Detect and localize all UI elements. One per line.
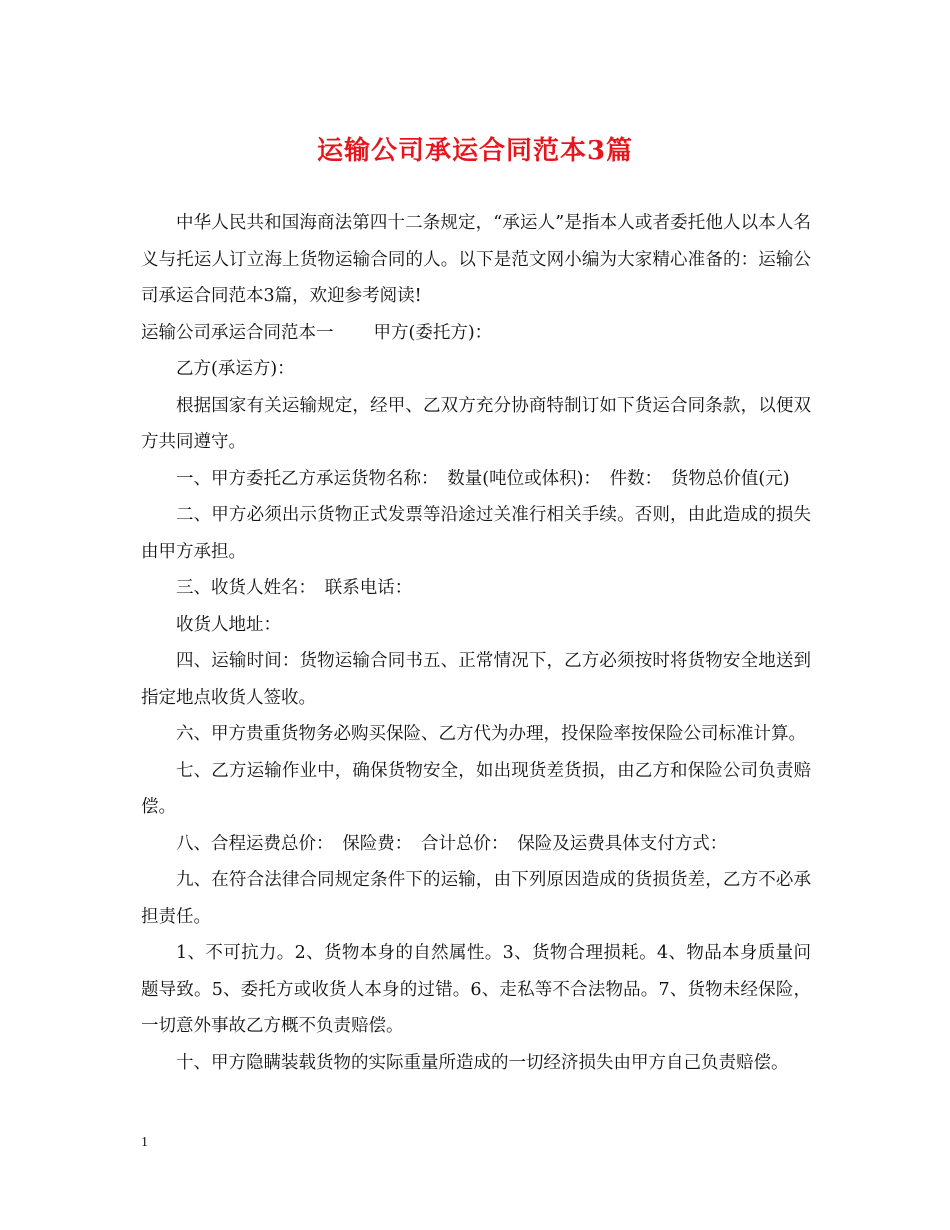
contract-paragraph: 三、收货人姓名： 联系电话： [176, 578, 413, 598]
party-a-label: 甲方(委托方)： [373, 322, 493, 343]
intro-paragraph: 中华人民共和国海商法第四十二条规定，“承运人”是指本人或者委托他人以本人名义与托运人订立海上货物运输合同的人。以下是范文网小编为大家精心准备的：运输公司承运合同范本3篇，欢迎参考阅读! [141, 213, 811, 306]
document-title: 运输公司承运合同范本3篇 [316, 136, 634, 166]
section-heading-line [141, 315, 811, 352]
contract-paragraph: 八、合程运费总价： 保险费： 合计总价： 保险及运费具体支付方式： [176, 833, 728, 854]
contract-paragraph: 一、甲方委托乙方承运货物名称： 数量(吨位或体积)： 件数： 货物总价值(元) [176, 468, 790, 489]
contract-paragraph: 1、不可抗力。2、货物本身的自然属性。3、货物合理损耗。4、物品本身质量问题导致。5、委托方或收货人本身的过错。6、走私等不合法物品。7、货物未经保险，一切意外事故乙方概不负责赔偿。 [141, 943, 811, 1036]
contract-paragraph: 七、乙方运输作业中，确保货物安全，如出现货差货损，由乙方和保险公司负责赔偿。 [141, 760, 811, 817]
document-body [141, 205, 811, 1081]
contract-paragraph: 十、甲方隐瞒装载货物的实际重量所造成的一切经济损失由甲方自己负责赔偿。 [176, 1052, 789, 1073]
section-heading: 运输公司承运合同范本一 [141, 322, 334, 343]
contract-paragraph: 收货人地址： [176, 614, 281, 635]
page-number: 1 [141, 1135, 148, 1150]
party-b-label: 乙方(承运方)： [176, 359, 295, 379]
contract-paragraph: 根据国家有关运输规定，经甲、乙双方充分协商特制订如下货运合同条款，以便双方共同遵守。 [141, 395, 811, 452]
contract-paragraph: 九、在符合法律合同规定条件下的运输，由下列原因造成的货损货差，乙方不必承担责任。 [141, 870, 811, 927]
contract-paragraph: 六、甲方贵重货物务必购买保险、乙方代为办理，投保险率按保险公司标准计算。 [176, 724, 806, 744]
contract-paragraph: 四、运输时间：货物运输合同书五、正常情况下，乙方必须按时将货物安全地送到指定地点收货人签收。 [141, 651, 811, 708]
contract-paragraph: 二、甲方必须出示货物正式发票等沿途过关准行相关手续。否则，由此造成的损失由甲方承担。 [141, 505, 811, 562]
